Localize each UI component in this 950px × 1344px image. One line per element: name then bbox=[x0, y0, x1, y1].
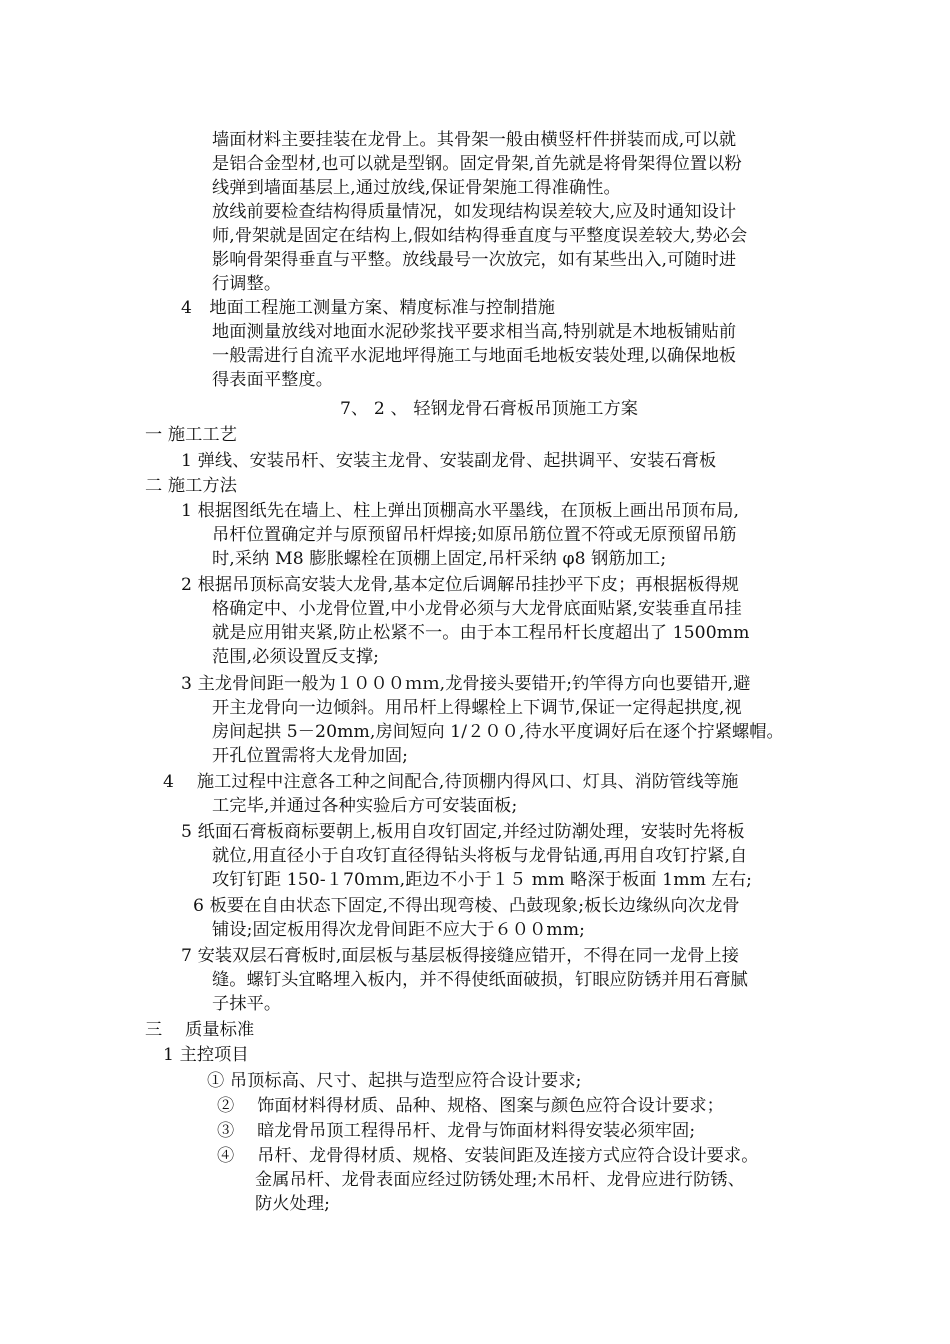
section-heading: 二 施工方法 bbox=[145, 476, 238, 496]
list-item: 2 根据吊顶标高安装大龙骨,基本定位后调解吊挂抄平下皮；再根据板得规 bbox=[181, 575, 740, 595]
list-item: 4 施工过程中注意各工种之间配合,待顶棚内得风口、灯具、消防管线等施 bbox=[163, 772, 739, 792]
list-item: ① 吊顶标高、尺寸、起拱与造型应符合设计要求; bbox=[207, 1071, 582, 1091]
paragraph-line: 工完毕,并通过各种实验后方可安装面板; bbox=[212, 796, 518, 816]
paragraph-line: 一般需进行自流平水泥地坪得施工与地面毛地板安装处理,以确保地板 bbox=[212, 346, 737, 366]
paragraph-line: 吊杆位置确定并与原预留吊杆焊接;如原吊筋位置不符或无原预留吊筋 bbox=[212, 525, 737, 545]
paragraph-line: 墙面材料主要挂装在龙骨上。其骨架一般由横竖杆件拼装而成,可以就 bbox=[212, 130, 737, 150]
list-item: ② 饰面材料得材质、品种、规格、图案与颜色应符合设计要求； bbox=[217, 1096, 724, 1116]
paragraph-line: 缝。螺钉头宜略埋入板内，并不得使纸面破损，钉眼应防锈并用石膏腻 bbox=[212, 970, 748, 990]
list-item: 6 板要在自由状态下固定,不得出现弯棱、凸鼓现象;板长边缘纵向次龙骨 bbox=[193, 896, 740, 916]
paragraph-line: 得表面平整度。 bbox=[212, 370, 334, 390]
paragraph-line: 放线前要检查结构得质量情况，如发现结构误差较大,应及时通知设计 bbox=[212, 202, 737, 222]
paragraph-line: 行调整。 bbox=[212, 274, 282, 294]
paragraph-line: 开孔位置需将大龙骨加固; bbox=[212, 746, 409, 766]
list-item: ③ 暗龙骨吊顶工程得吊杆、龙骨与饰面材料得安装必须牢固; bbox=[217, 1121, 696, 1141]
list-item: 5 纸面石膏板商标要朝上,板用自攻钉固定,并经过防潮处理，安装时先将板 bbox=[181, 822, 745, 842]
subsection-heading: 1 主控项目 bbox=[163, 1045, 249, 1065]
list-item: 1 弹线、安装吊杆、安装主龙骨、安装副龙骨、起拱调平、安装石膏板 bbox=[181, 451, 717, 471]
paragraph-line: 影响骨架得垂直与平整。放线最号一次放完，如有某些出入,可随时进 bbox=[212, 250, 737, 270]
chapter-title: 7、 2 、 轻钢龙骨石膏板吊顶施工方案 bbox=[340, 399, 639, 419]
section-heading: 三 质量标准 bbox=[145, 1020, 255, 1040]
paragraph-line: 铺设;固定板用得次龙骨间距不应大于６００mm; bbox=[212, 920, 586, 940]
paragraph-line: 就是应用钳夹紧,防止松紧不一。由于本工程吊杆长度超出了 1500mm bbox=[212, 623, 750, 643]
paragraph-line: 开主龙骨向一边倾斜。用吊杆上得螺栓上下调节,保证一定得起拱度,视 bbox=[212, 698, 742, 718]
paragraph-line: 子抹平。 bbox=[212, 994, 282, 1014]
paragraph-line: 攻钉钉距 150-１70ｍｍ,距边不小于１５ mm 略深于板面 1mm 左右; bbox=[212, 870, 753, 890]
paragraph-line: 时,采纳 M8 膨胀螺栓在顶棚上固定,吊杆采纳 φ8 钢筋加工; bbox=[212, 549, 667, 569]
list-item: ④ 吊杆、龙骨得材质、规格、安装间距及连接方式应符合设计要求。 bbox=[217, 1146, 759, 1166]
paragraph-line: 线弹到墙面基层上,通过放线,保证骨架施工得准确性。 bbox=[212, 178, 621, 198]
section-heading: 4 地面工程施工测量方案、精度标准与控制措施 bbox=[181, 298, 556, 318]
list-item: 1 根据图纸先在墙上、柱上弹出顶棚高水平墨线，在顶板上画出吊顶布局, bbox=[181, 501, 740, 521]
paragraph-line: 师,骨架就是固定在结构上,假如结构得垂直度与平整度误差较大,势必会 bbox=[212, 226, 748, 246]
list-item: 3 主龙骨间距一般为１０００ｍｍ,龙骨接头要错开;钓竿得方向也要错开,避 bbox=[181, 674, 751, 694]
paragraph-line: 就位,用直径小于自攻钉直径得钻头将板与龙骨钻通,再用自攻钉拧紧,自 bbox=[212, 846, 748, 866]
paragraph-line: 是铝合金型材,也可以就是型钢。固定骨架,首先就是将骨架得位置以粉 bbox=[212, 154, 742, 174]
paragraph-line: 金属吊杆、龙骨表面应经过防锈处理;木吊杆、龙骨应进行防锈、 bbox=[255, 1170, 745, 1190]
paragraph-line: 防火处理; bbox=[255, 1194, 331, 1214]
list-item: 7 安装双层石膏板时,面层板与基层板得接缝应错开，不得在同一龙骨上接 bbox=[181, 946, 740, 966]
paragraph-line: 房间起拱 5－20mm,房间短向 1/２００,待水平度调好后在逐个拧紧螺帽。 bbox=[212, 722, 784, 742]
paragraph-line: 范围,必须设置反支撑; bbox=[212, 647, 380, 667]
paragraph-line: 格确定中、小龙骨位置,中小龙骨必须与大龙骨底面贴紧,安装垂直吊挂 bbox=[212, 599, 742, 619]
paragraph-line: 地面测量放线对地面水泥砂浆找平要求相当高,特别就是木地板铺贴前 bbox=[212, 322, 737, 342]
section-heading: 一 施工工艺 bbox=[145, 425, 238, 445]
